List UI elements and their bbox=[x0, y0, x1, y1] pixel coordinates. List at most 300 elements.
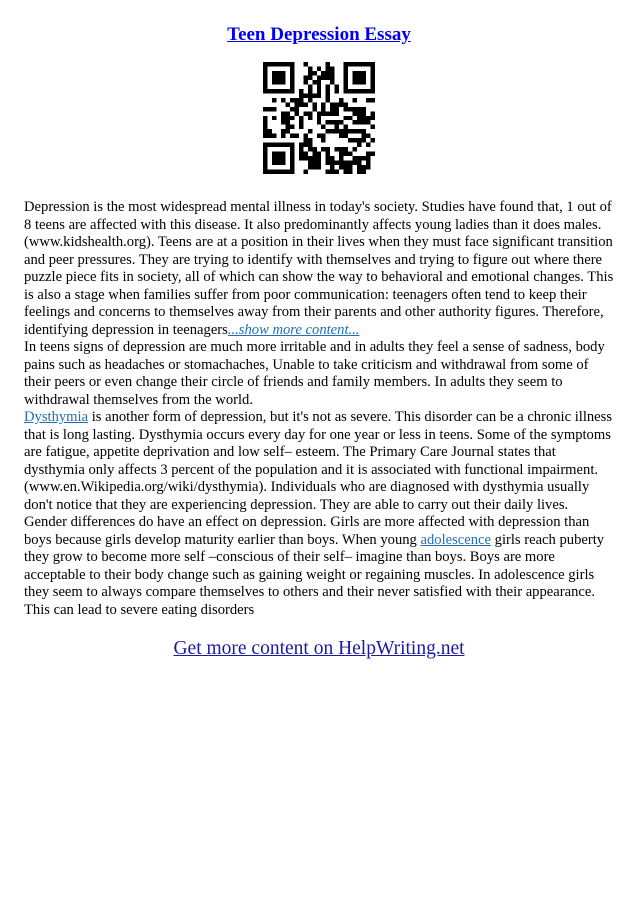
qr-module bbox=[353, 129, 357, 133]
qr-module bbox=[321, 107, 325, 111]
qr-module bbox=[290, 98, 294, 102]
qr-module bbox=[312, 102, 316, 106]
qr-module bbox=[321, 125, 325, 129]
qr-module bbox=[362, 89, 366, 93]
qr-module bbox=[353, 62, 357, 66]
footer bbox=[0, 638, 638, 660]
qr-module bbox=[308, 93, 312, 97]
qr-module bbox=[285, 120, 289, 124]
qr-module bbox=[339, 98, 343, 102]
adolescence-link[interactable]: adolescence bbox=[420, 531, 491, 548]
qr-module bbox=[281, 129, 285, 133]
qr-module bbox=[348, 62, 352, 66]
qr-module bbox=[371, 152, 375, 156]
qr-module bbox=[335, 161, 339, 165]
helpwriting-link[interactable]: Get more content on HelpWriting.net bbox=[173, 638, 465, 659]
qr-module bbox=[357, 120, 361, 124]
qr-module bbox=[339, 165, 343, 169]
qr-module bbox=[290, 75, 294, 79]
qr-module bbox=[366, 116, 370, 120]
qr-module bbox=[339, 134, 343, 138]
qr-module bbox=[263, 170, 267, 174]
qr-module bbox=[353, 120, 357, 124]
qr-module bbox=[357, 62, 361, 66]
qr-module bbox=[276, 152, 280, 156]
qr-module bbox=[326, 75, 330, 79]
qr-module bbox=[317, 134, 321, 138]
qr-module bbox=[362, 107, 366, 111]
qr-module bbox=[272, 170, 276, 174]
qr-module bbox=[267, 107, 271, 111]
qr-module bbox=[312, 147, 316, 151]
qr-module bbox=[330, 161, 334, 165]
qr-module bbox=[272, 134, 276, 138]
qr-module bbox=[362, 80, 366, 84]
paragraph-3-text: is another form of depression, but it's not as severe. This disorder can be a chronic illness that is long lasting. Dysthymia occurs every day for one year or less in teens. Some of the symptoms are fatigue, appetite deprivation and low self– esteem. The Primary Care Journal states that dysthymia only affects 3 percent of the population and it is associated with functional impairment. (www.en.Wikipedia.org/wiki/dysthymia). Individuals who are diagnosed with dysthymia usually don't notice that they are experiencing depression. They are able to carry out their daily lives. bbox=[24, 409, 613, 513]
qr-module bbox=[308, 98, 312, 102]
qr-module bbox=[303, 138, 307, 142]
qr-module bbox=[371, 62, 375, 66]
qr-module bbox=[276, 80, 280, 84]
qr-module bbox=[308, 161, 312, 165]
qr-module bbox=[348, 107, 352, 111]
qr-module bbox=[276, 143, 280, 147]
qr-module bbox=[317, 66, 321, 70]
qr-module bbox=[330, 75, 334, 79]
qr-module bbox=[344, 134, 348, 138]
qr-module bbox=[326, 111, 330, 115]
qr-module bbox=[267, 143, 271, 147]
qr-module bbox=[290, 84, 294, 88]
qr-module bbox=[294, 98, 298, 102]
qr-module bbox=[326, 161, 330, 165]
qr-module bbox=[263, 152, 267, 156]
qr-module bbox=[272, 107, 276, 111]
qr-module bbox=[299, 116, 303, 120]
qr-module bbox=[344, 161, 348, 165]
qr-module bbox=[317, 93, 321, 97]
qr-module bbox=[263, 134, 267, 138]
qr-module bbox=[303, 111, 307, 115]
qr-module bbox=[357, 116, 361, 120]
qr-module bbox=[303, 156, 307, 160]
qr-module bbox=[326, 89, 330, 93]
qr-module bbox=[366, 134, 370, 138]
qr-module bbox=[317, 156, 321, 160]
paragraph-4 bbox=[24, 514, 614, 619]
qr-module bbox=[299, 125, 303, 129]
qr-module bbox=[326, 129, 330, 133]
qr-module bbox=[353, 98, 357, 102]
qr-module bbox=[339, 156, 343, 160]
qr-module bbox=[267, 89, 271, 93]
qr-module bbox=[357, 129, 361, 133]
qr-module bbox=[366, 143, 370, 147]
qr-module bbox=[290, 147, 294, 151]
qr-module bbox=[303, 134, 307, 138]
qr-module bbox=[267, 62, 271, 66]
qr-module bbox=[299, 98, 303, 102]
qr-module bbox=[281, 170, 285, 174]
qr-module bbox=[330, 102, 334, 106]
qr-module bbox=[294, 107, 298, 111]
qr-module bbox=[357, 165, 361, 169]
qr-module bbox=[272, 75, 276, 79]
qr-module bbox=[353, 161, 357, 165]
qr-module bbox=[290, 143, 294, 147]
qr-module bbox=[285, 125, 289, 129]
qr-module bbox=[339, 102, 343, 106]
qr-module bbox=[312, 156, 316, 160]
qr-module bbox=[308, 143, 312, 147]
qr-module bbox=[339, 161, 343, 165]
qr-module bbox=[344, 147, 348, 151]
qr-module bbox=[285, 116, 289, 120]
qr-module bbox=[321, 138, 325, 142]
paragraph-2: In teens signs of depression are much more irritable and in adults they feel a sense of sadness, body pains such as headaches or stomachaches, Unable to take criticism and withdrawal from some of their peers or even change their circle of friends and family members. In adults they seem to withdrawal themselves from the world. bbox=[24, 339, 605, 408]
qr-module bbox=[290, 62, 294, 66]
qr-module bbox=[357, 161, 361, 165]
qr-module bbox=[299, 102, 303, 106]
qr-module bbox=[348, 129, 352, 133]
qr-module bbox=[263, 129, 267, 133]
qr-module bbox=[299, 120, 303, 124]
qr-module bbox=[272, 71, 276, 75]
qr-module bbox=[344, 89, 348, 93]
qr-module bbox=[362, 170, 366, 174]
qr-module bbox=[344, 62, 348, 66]
qr-module bbox=[344, 152, 348, 156]
qr-module bbox=[281, 111, 285, 115]
qr-module bbox=[272, 116, 276, 120]
qr-module bbox=[263, 66, 267, 70]
qr-module bbox=[348, 165, 352, 169]
qr-module bbox=[344, 75, 348, 79]
qr-module bbox=[366, 62, 370, 66]
qr-module bbox=[276, 156, 280, 160]
qr-module bbox=[348, 89, 352, 93]
qr-module bbox=[308, 84, 312, 88]
qr-module bbox=[272, 161, 276, 165]
qr-module bbox=[326, 147, 330, 151]
qr-module bbox=[321, 102, 325, 106]
qr-module bbox=[357, 111, 361, 115]
qr-module bbox=[330, 129, 334, 133]
qr-module bbox=[303, 143, 307, 147]
qr-module bbox=[281, 143, 285, 147]
qr-module bbox=[366, 89, 370, 93]
qr-module bbox=[357, 71, 361, 75]
qr-module bbox=[263, 80, 267, 84]
qr-module bbox=[303, 80, 307, 84]
qr-module bbox=[344, 84, 348, 88]
qr-module bbox=[281, 75, 285, 79]
qr-module bbox=[317, 80, 321, 84]
qr-module bbox=[344, 80, 348, 84]
qr-module bbox=[335, 147, 339, 151]
qr-module bbox=[276, 71, 280, 75]
qr-module bbox=[330, 170, 334, 174]
qr-module bbox=[371, 89, 375, 93]
qr-module bbox=[371, 80, 375, 84]
qr-module bbox=[312, 71, 316, 75]
qr-module bbox=[281, 71, 285, 75]
qr-module bbox=[294, 102, 298, 106]
qr-module bbox=[308, 156, 312, 160]
qr-module bbox=[330, 165, 334, 169]
qr-module bbox=[330, 111, 334, 115]
qr-module bbox=[299, 93, 303, 97]
qr-module bbox=[366, 152, 370, 156]
qr-module bbox=[281, 161, 285, 165]
qr-module bbox=[285, 102, 289, 106]
qr-module bbox=[353, 75, 357, 79]
qr-module bbox=[263, 116, 267, 120]
qr-module bbox=[317, 111, 321, 115]
qr-module bbox=[326, 93, 330, 97]
qr-module bbox=[326, 66, 330, 70]
qr-module bbox=[299, 156, 303, 160]
qr-module bbox=[299, 147, 303, 151]
qr-module bbox=[281, 156, 285, 160]
qr-module bbox=[335, 107, 339, 111]
qr-module bbox=[353, 111, 357, 115]
qr-module bbox=[312, 161, 316, 165]
qr-module bbox=[272, 80, 276, 84]
qr-module bbox=[303, 170, 307, 174]
qr-module bbox=[339, 152, 343, 156]
qr-module bbox=[308, 165, 312, 169]
qr-module bbox=[290, 156, 294, 160]
qr-module bbox=[348, 170, 352, 174]
qr-module bbox=[290, 66, 294, 70]
qr-module bbox=[344, 129, 348, 133]
qr-module bbox=[303, 93, 307, 97]
paragraph-3 bbox=[24, 409, 614, 514]
qr-module bbox=[267, 170, 271, 174]
qr-module bbox=[362, 138, 366, 142]
title-link[interactable]: Teen Depression Essay bbox=[227, 24, 411, 45]
qr-module bbox=[272, 152, 276, 156]
qr-module bbox=[326, 170, 330, 174]
qr-module bbox=[294, 111, 298, 115]
qr-module bbox=[357, 80, 361, 84]
qr-module bbox=[335, 129, 339, 133]
qr-module bbox=[344, 116, 348, 120]
qr-module bbox=[312, 107, 316, 111]
qr-module bbox=[272, 156, 276, 160]
qr-module bbox=[299, 89, 303, 93]
qr-module bbox=[362, 71, 366, 75]
qr-module bbox=[335, 170, 339, 174]
paragraph-1-text: Depression is the most widespread mental illness in today's society. Studies have found that, 1 out of 8 teens are affected with this disease. It also predominantly affects young ladies than it does males. (www.kidshealth.org). Teens are at a position in their lives when they must face significant transition and peer pressures. They are trying to identify with themselves and trying to figure out where there puzzle piece fits in society, all of which can show the way to behavioral and emotional changes. This is also a stage when families suffer from poor communication: teenagers often tend to keep their feelings and concerns to themselves away from their parents and other authority figures. Therefore, identifying depression in teenagers bbox=[24, 199, 614, 338]
qr-module bbox=[263, 107, 267, 111]
qr-module bbox=[371, 66, 375, 70]
qr-module bbox=[366, 120, 370, 124]
qr-module bbox=[335, 125, 339, 129]
qr-module bbox=[290, 71, 294, 75]
qr-module bbox=[321, 75, 325, 79]
qr-module bbox=[276, 75, 280, 79]
qr-module bbox=[272, 62, 276, 66]
paragraph-4-text-before: Gender differences do have an effect on depression. Girls are more affected with depression than boys because girls develop maturity earlier than boys. When young bbox=[24, 514, 590, 548]
qr-module bbox=[344, 71, 348, 75]
qr-module bbox=[290, 116, 294, 120]
qr-module bbox=[371, 84, 375, 88]
qr-module bbox=[263, 89, 267, 93]
qr-module bbox=[353, 138, 357, 142]
qr-module bbox=[344, 66, 348, 70]
qr-module bbox=[330, 71, 334, 75]
essay-body bbox=[24, 199, 614, 619]
qr-module bbox=[290, 80, 294, 84]
qr-module bbox=[357, 89, 361, 93]
qr-module bbox=[330, 156, 334, 160]
qr-module bbox=[263, 75, 267, 79]
qr-module bbox=[303, 75, 307, 79]
qr-module bbox=[353, 71, 357, 75]
qr-module bbox=[285, 62, 289, 66]
qr-module bbox=[276, 170, 280, 174]
qr-module bbox=[348, 116, 352, 120]
qr-module bbox=[371, 125, 375, 129]
qr-module bbox=[362, 62, 366, 66]
qr-module bbox=[330, 107, 334, 111]
qr-module bbox=[299, 143, 303, 147]
qr-module bbox=[357, 75, 361, 79]
qr-module bbox=[267, 129, 271, 133]
qr-module bbox=[263, 156, 267, 160]
qr-module bbox=[348, 138, 352, 142]
qr-module bbox=[303, 62, 307, 66]
qr-module bbox=[281, 89, 285, 93]
qr-module bbox=[294, 134, 298, 138]
qr-module bbox=[308, 147, 312, 151]
qr-module bbox=[308, 129, 312, 133]
qr-module bbox=[371, 71, 375, 75]
qr-module bbox=[263, 161, 267, 165]
qr-module bbox=[362, 165, 366, 169]
qr-module bbox=[353, 107, 357, 111]
qr-module bbox=[353, 147, 357, 151]
qr-module bbox=[362, 120, 366, 124]
qr-module bbox=[348, 161, 352, 165]
qr-module bbox=[290, 89, 294, 93]
qr-module bbox=[339, 147, 343, 151]
qr-module bbox=[281, 116, 285, 120]
qr-module bbox=[308, 75, 312, 79]
qr-module bbox=[290, 107, 294, 111]
qr-module bbox=[321, 71, 325, 75]
qr-module bbox=[366, 165, 370, 169]
qr-module bbox=[326, 84, 330, 88]
show-more-link[interactable]: ...show more content... bbox=[227, 321, 360, 338]
qr-module bbox=[326, 98, 330, 102]
qr-module bbox=[371, 75, 375, 79]
qr-module bbox=[317, 161, 321, 165]
qr-module bbox=[285, 129, 289, 133]
qr-module bbox=[272, 89, 276, 93]
qr-module bbox=[335, 102, 339, 106]
qr-module bbox=[299, 152, 303, 156]
dysthymia-link[interactable]: Dysthymia bbox=[24, 409, 89, 425]
qr-module bbox=[308, 89, 312, 93]
qr-module bbox=[371, 138, 375, 142]
qr-module bbox=[357, 170, 361, 174]
qr-module bbox=[357, 107, 361, 111]
qr-module bbox=[285, 143, 289, 147]
qr-module bbox=[335, 89, 339, 93]
qr-module bbox=[308, 111, 312, 115]
qr-module bbox=[263, 62, 267, 66]
qr-module bbox=[366, 161, 370, 165]
qr-module bbox=[353, 156, 357, 160]
qr-module bbox=[335, 120, 339, 124]
qr-module bbox=[344, 165, 348, 169]
qr-module bbox=[330, 80, 334, 84]
qr-module bbox=[263, 143, 267, 147]
qr-module bbox=[362, 129, 366, 133]
qr-module bbox=[357, 156, 361, 160]
qr-module bbox=[362, 156, 366, 160]
qr-module bbox=[326, 71, 330, 75]
qr-module bbox=[317, 89, 321, 93]
qr-module bbox=[339, 120, 343, 124]
qr-module bbox=[362, 75, 366, 79]
qr-module bbox=[317, 84, 321, 88]
qr-module bbox=[308, 66, 312, 70]
qr-module bbox=[362, 116, 366, 120]
qr-module bbox=[362, 111, 366, 115]
qr-module bbox=[371, 116, 375, 120]
qr-module bbox=[366, 156, 370, 160]
qr-module bbox=[272, 98, 276, 102]
qr-module bbox=[330, 66, 334, 70]
qr-module bbox=[321, 111, 325, 115]
qr-module bbox=[285, 111, 289, 115]
qr-module bbox=[339, 129, 343, 133]
qr-module bbox=[357, 143, 361, 147]
qr-module bbox=[290, 170, 294, 174]
qr-module bbox=[285, 89, 289, 93]
qr-module bbox=[344, 170, 348, 174]
qr-module bbox=[308, 116, 312, 120]
qr-module bbox=[276, 161, 280, 165]
qr-module bbox=[317, 152, 321, 156]
page-title bbox=[0, 24, 638, 46]
qr-module bbox=[312, 93, 316, 97]
qr-module bbox=[281, 134, 285, 138]
qr-module bbox=[303, 152, 307, 156]
paragraph-1 bbox=[24, 199, 614, 339]
qr-module bbox=[281, 62, 285, 66]
qr-module bbox=[321, 147, 325, 151]
qr-module bbox=[335, 84, 339, 88]
qr-module bbox=[276, 62, 280, 66]
qr-module bbox=[353, 80, 357, 84]
qr-module bbox=[263, 165, 267, 169]
qr-module bbox=[272, 143, 276, 147]
qr-module bbox=[353, 89, 357, 93]
qr-module bbox=[281, 80, 285, 84]
qr-module bbox=[362, 134, 366, 138]
qr-module bbox=[285, 170, 289, 174]
paragraph-4-text-after: girls reach puberty they grow to become more self –conscious of their self– imagine than boys. Boys are more acceptable to their body change such as gaining weight or regaining muscles. In adolescence girls they seem to always compare themselves to others and their never satisfied with their appearance. This can lead to severe eating disorders bbox=[24, 531, 605, 618]
qr-module bbox=[330, 120, 334, 124]
qr-module bbox=[263, 147, 267, 151]
qr-module bbox=[335, 111, 339, 115]
qr-module bbox=[281, 120, 285, 124]
